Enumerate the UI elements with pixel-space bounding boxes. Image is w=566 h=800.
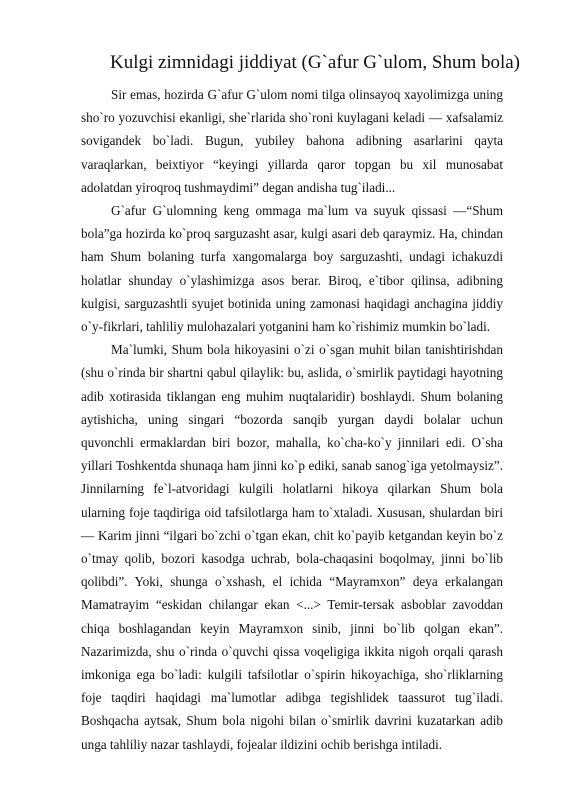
- document-body: [81, 83, 503, 756]
- document-title: Kulgi zimnidagi jiddiyat (G`afur G`ulom, Shum bola): [110, 52, 521, 73]
- paragraph-1: Sir emas, hozirda G`afur G`ulom nomi tilga olinsayoq xayolimizga uning sho`ro yozuvchisi ekanligi, she`rlarida sho`roni kuylagani keladi — xafsalamiz sovigandek bo`ladi. Bugun, yubiley bahona adibning asarlarini qayta varaqlarkan, beixtiyor “keyingi yillarda qaror topgan bu xil munosabat adolatdan yiroqroq tushmaydimi” degan andisha tug`iladi...: [81, 87, 503, 195]
- paragraph-3: Ma`lumki, Shum bola hikoyasini o`zi o`sgan muhit bilan tanishtirishdan (shu o`rinda bir shartni qabul qilaylik: bu, aslida, o`smirlik paytidagi hayotning adib xotirasida tiklangan eng muhim nuqtalaridir) boshlaydi. Shum bolaning aytishicha, uning singari “bozorda sanqib yurgan daydi bolalar uchun quvonchli ermaklardan biri bozor, mahalla, ko`cha-ko`y jinnilari edi. O`sha yillari Toshkentda shunaqa ham jinni ko`p ediki, sanab sanog`iga yetolmaysiz”. Jinnilarning fe`l-atvoridagi kulgili holatlarni hikoya qilarkan Shum bola ularning foje taqdiriga oid tafsilotlarga ham to`xtaladi. Xususan, shulardan biri — Karim jinni “ilgari bo`zchi o`tgan ekan, chit ko`payib ketgandan keyin bo`z o`tmay qolib, bozori kasodga uchrab, bola-chaqasini boqolmay, jinni bo`lib qolibdi”. Yoki, shunga o`xshash, el ichida “Mayramxon” deya erkalangan Mamatrayim “eskidan chilangar ekan <...> Temir-tersak asboblar zavoddan chiqa boshlagandan keyin Mayramxon sinib, jinni bo`lib qolgan ekan”. Nazarimizda, shu o`rinda o`quvchi qissa voqeligiga ikkita nigoh orqali qarash imkoniga ega bo`ladi: kulgili tafsilotlar o`spirin hikoyachiga, sho`rliklarning foje taqdiri haqidagi ma`lumotlar adibga tegishlidek taassurot tug`iladi. Boshqacha aytsak, Shum bola nigohi bilan o`smirlik davrini kuzatarkan adib unga tahliliy nazar tashlaydi, fojealar ildizini ochib berishga intiladi.: [81, 342, 503, 752]
- paragraph-2: G`afur G`ulomning keng ommaga ma`lum va suyuk qissasi —“Shum bola”ga hozirda ko`proq sarguzasht asar, kulgi asari deb qaraymiz. Ha, chindan ham Shum bolaning turfa xangomalarga boy sarguzashti, undagi ichakuzdi holatlar shunday o`ylashimizga asos berar. Biroq, e`tibor qilinsa, adibning kulgisi, sarguzashtli syujet botinida uning zamonasi haqidagi anchagina jiddiy o`y-fikrlari, tahliliy mulohazalari yotganini ham ko`rishimiz mumkin bo`ladi.: [81, 203, 503, 335]
